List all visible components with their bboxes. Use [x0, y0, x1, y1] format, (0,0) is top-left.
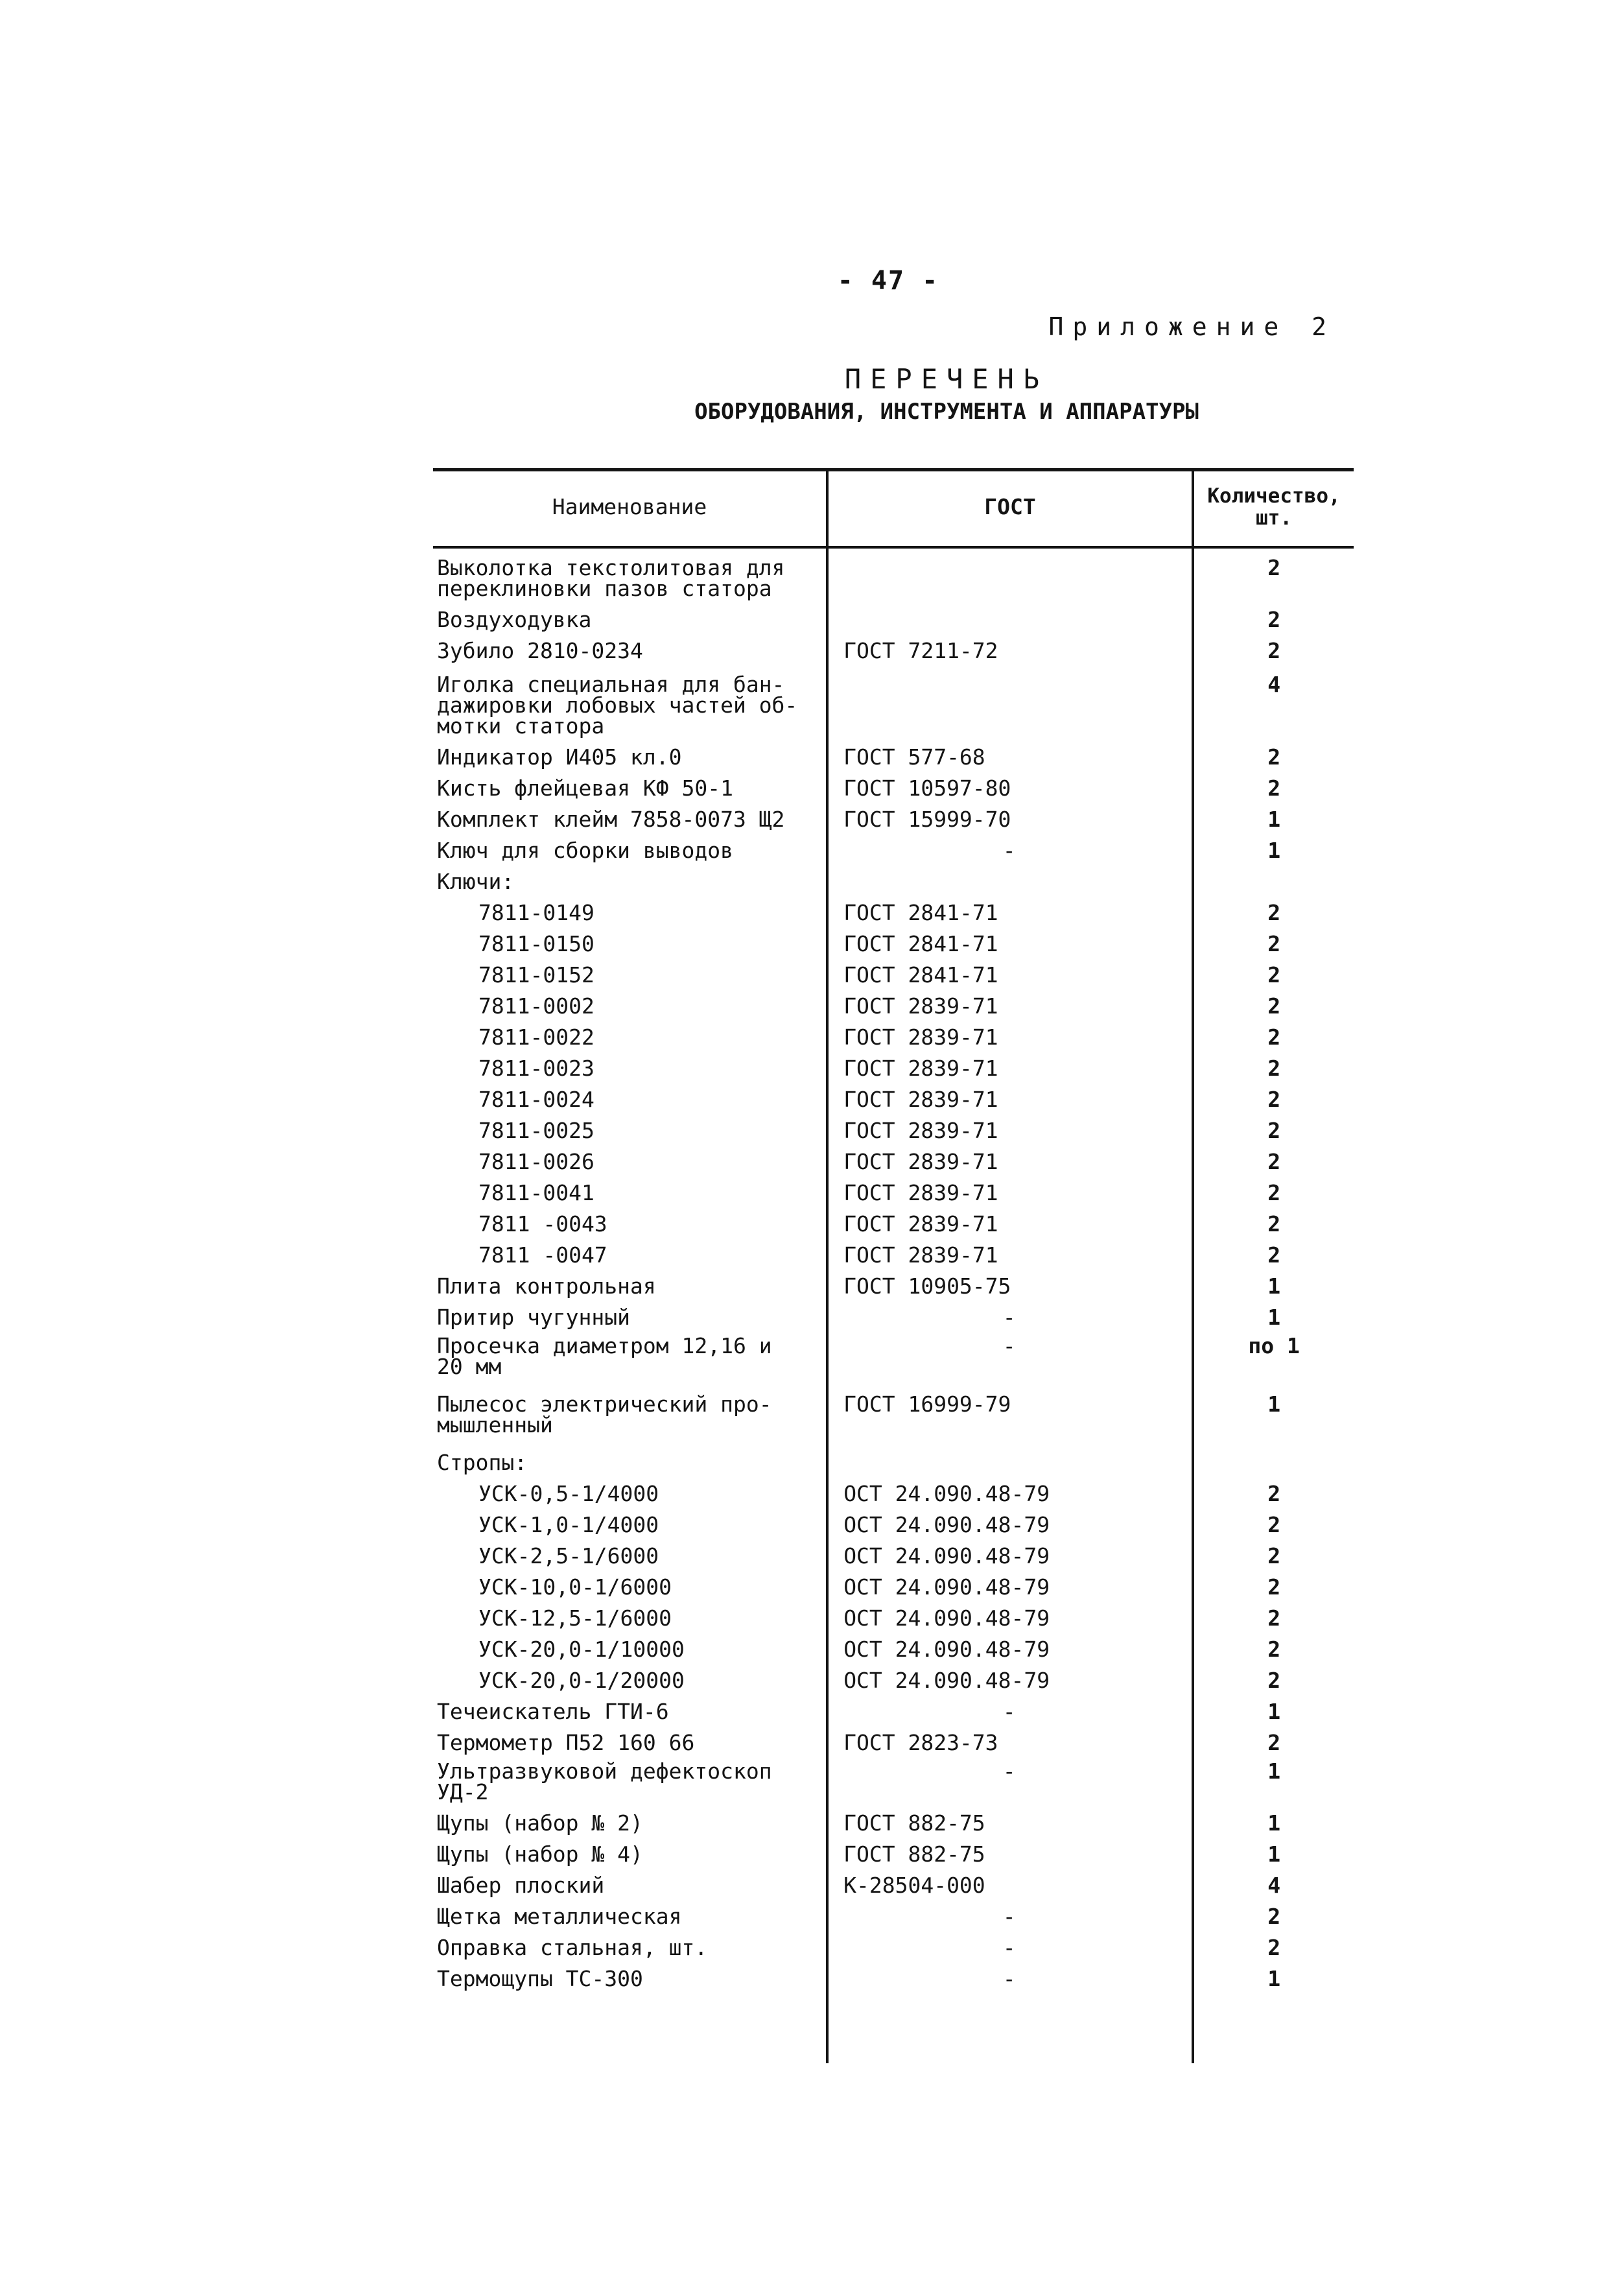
- table-row: [433, 1452, 1354, 1473]
- table-row: [433, 1574, 1354, 1600]
- item-gost: -: [1002, 1758, 1016, 1784]
- item-gost: ГОСТ 2839-71: [843, 1087, 998, 1112]
- item-gost: -: [1002, 1935, 1016, 1960]
- item-qty: 2: [1267, 1574, 1281, 1600]
- item-gost: [828, 1452, 1190, 1473]
- table-row: [433, 1512, 1354, 1537]
- item-name: Пылесос электрический про- мышленный: [437, 1391, 772, 1438]
- table-row: [433, 1906, 1354, 1927]
- table-row: [433, 775, 1354, 801]
- item-gost: К-28504-000: [843, 1873, 985, 1898]
- item-qty: 2: [1267, 1730, 1281, 1755]
- table-row: [433, 1543, 1354, 1569]
- item-name: Воздуходувка: [437, 607, 592, 632]
- item-qty: 2: [1267, 555, 1281, 580]
- header-name: Наименование: [552, 494, 707, 519]
- item-name: УСК-2,5-1/6000: [478, 1543, 659, 1569]
- item-qty: 1: [1267, 1966, 1281, 1991]
- item-qty: 2: [1267, 1180, 1281, 1205]
- item-name: Ключи:: [437, 869, 515, 894]
- item-name: УСК-10,0-1/6000: [478, 1574, 672, 1600]
- table-row: [433, 1089, 1354, 1110]
- item-gost: -: [1002, 1966, 1016, 1991]
- table-row: [433, 1841, 1354, 1867]
- item-gost: ГОСТ 10597-80: [843, 775, 1011, 801]
- item-name: УСК-20,0-1/20000: [478, 1668, 685, 1693]
- item-gost: ГОСТ 2839-71: [843, 1149, 998, 1174]
- table-row: [433, 1149, 1354, 1174]
- item-name: 7811 -0043: [478, 1211, 607, 1237]
- table-row: [433, 1670, 1354, 1691]
- item-name: Ключ для сборки выводов: [437, 838, 733, 863]
- item-name: Щупы (набор № 2): [437, 1810, 643, 1836]
- table-row: [433, 1120, 1354, 1141]
- table-row: [433, 1273, 1354, 1299]
- item-name: 7811-0149: [478, 900, 594, 925]
- table-row: [433, 1391, 1354, 1438]
- item-gost: ОСТ 24.090.48-79: [843, 1637, 1050, 1662]
- header-gost: ГОСТ: [984, 494, 1036, 519]
- table-row: [433, 1966, 1354, 1991]
- table-row: [433, 900, 1354, 925]
- item-qty: 2: [1267, 1543, 1281, 1569]
- item-qty: 2: [1267, 1935, 1281, 1960]
- item-gost: ГОСТ 2839-71: [843, 1024, 998, 1050]
- item-gost: ГОСТ 882-75: [843, 1810, 985, 1836]
- item-qty: 2: [1267, 638, 1281, 663]
- item-gost: ГОСТ 2839-71: [843, 1118, 998, 1143]
- item-name: Стропы:: [437, 1450, 528, 1475]
- item-name: УСК-1,0-1/4000: [478, 1512, 659, 1537]
- item-gost: ГОСТ 2823-73: [843, 1730, 998, 1755]
- item-name: Термощупы ТС-300: [437, 1966, 643, 1991]
- item-gost: ГОСТ 577-68: [843, 744, 985, 770]
- table-row: [433, 1481, 1354, 1506]
- item-gost: [828, 558, 1190, 599]
- document-subtitle: ОБОРУДОВАНИЯ, ИНСТРУМЕНТА И АППАРАТУРЫ: [694, 399, 1199, 425]
- document-title: ПЕРЕЧЕНЬ: [844, 363, 1049, 395]
- table-row: [433, 1810, 1354, 1836]
- item-qty: 2: [1267, 744, 1281, 770]
- item-qty: 1: [1267, 1305, 1281, 1330]
- item-gost: ОСТ 24.090.48-79: [843, 1481, 1050, 1506]
- item-qty: 2: [1267, 1087, 1281, 1112]
- table-row: [433, 1242, 1354, 1268]
- item-qty: 2: [1267, 1512, 1281, 1537]
- item-gost: ГОСТ 2841-71: [843, 900, 998, 925]
- item-name: Выколотка текстолитовая для переклиновки пазов статора: [437, 555, 785, 601]
- item-qty: 4: [1267, 1873, 1281, 1898]
- item-name: УСК-12,5-1/6000: [478, 1605, 672, 1631]
- item-name: 7811-0026: [478, 1149, 594, 1174]
- item-gost: ОСТ 24.090.48-79: [843, 1574, 1050, 1600]
- table-row: [433, 993, 1354, 1019]
- table-row: [433, 1701, 1354, 1722]
- item-name: 7811 -0047: [478, 1242, 607, 1268]
- item-gost: -: [1002, 1305, 1016, 1330]
- table-row: [433, 555, 1354, 601]
- item-name: Притир чугунный: [437, 1305, 631, 1330]
- table-row: [433, 1639, 1354, 1660]
- item-qty: 2: [1267, 1024, 1281, 1050]
- item-qty: 2: [1267, 1242, 1281, 1268]
- item-qty: 2: [1267, 1668, 1281, 1693]
- item-qty: по 1: [1248, 1333, 1300, 1358]
- item-gost: ГОСТ 7211-72: [843, 638, 998, 663]
- table-row: [433, 840, 1354, 861]
- table-row: [433, 1730, 1354, 1755]
- item-name: Оправка стальная, шт.: [437, 1935, 708, 1960]
- item-gost: ОСТ 24.090.48-79: [843, 1543, 1050, 1569]
- table-row: [433, 607, 1354, 632]
- table-row: [433, 1058, 1354, 1079]
- item-gost: ОСТ 24.090.48-79: [843, 1668, 1050, 1693]
- item-qty: 1: [1267, 1391, 1281, 1417]
- item-qty: 1: [1267, 838, 1281, 863]
- table-row: [433, 1333, 1354, 1379]
- item-qty: 2: [1267, 1481, 1281, 1506]
- table-row: [433, 962, 1354, 988]
- item-gost: -: [1002, 1904, 1016, 1929]
- item-name: 7811-0002: [478, 993, 594, 1019]
- item-qty: 1: [1267, 1699, 1281, 1724]
- item-name: Плита контрольная: [437, 1273, 656, 1299]
- table-header-rule: [433, 546, 1354, 549]
- item-qty: 4: [1267, 672, 1281, 697]
- item-qty: 2: [1267, 962, 1281, 988]
- table-body: [433, 555, 1354, 1991]
- item-name: Индикатор И405 кл.0: [437, 744, 682, 770]
- item-gost: ГОСТ 2839-71: [843, 1211, 998, 1237]
- item-name: Ультразвуковой дефектоскоп УД-2: [437, 1758, 772, 1805]
- item-qty: 2: [1267, 1605, 1281, 1631]
- item-gost: ГОСТ 16999-79: [843, 1391, 1011, 1417]
- table-row: [433, 674, 1354, 737]
- item-name: Щетка металлическая: [437, 1904, 682, 1929]
- item-name: Шабер плоский: [437, 1873, 605, 1898]
- item-gost: ОСТ 24.090.48-79: [843, 1512, 1050, 1537]
- item-name: Термометр П52 160 66: [437, 1730, 695, 1755]
- item-qty: 2: [1267, 1149, 1281, 1174]
- item-name: Кисть флейцевая КФ 50-1: [437, 775, 733, 801]
- item-qty: [1194, 871, 1354, 892]
- item-name: 7811-0041: [478, 1180, 594, 1205]
- item-name: Щупы (набор № 4): [437, 1841, 643, 1867]
- item-qty: 1: [1267, 1273, 1281, 1299]
- item-qty: 2: [1267, 1904, 1281, 1929]
- item-name: Просечка диаметром 12,16 и 20 мм: [437, 1333, 772, 1379]
- item-name: 7811-0150: [478, 931, 594, 956]
- item-name: УСК-20,0-1/10000: [478, 1637, 685, 1662]
- page-number: - 47 -: [837, 266, 939, 296]
- item-gost: -: [1002, 838, 1016, 863]
- item-gost: [828, 674, 1190, 737]
- table-row: [433, 931, 1354, 956]
- item-gost: ГОСТ 10905-75: [843, 1273, 1011, 1299]
- item-name: Иголка специальная для бан- дажировки лобовых частей об- мотки статора: [437, 672, 798, 739]
- item-name: 7811-0152: [478, 962, 594, 988]
- table-row: [433, 871, 1354, 892]
- table-row: [433, 809, 1354, 830]
- item-gost: -: [1002, 1333, 1016, 1358]
- table-row: [433, 1180, 1354, 1205]
- item-qty: 2: [1267, 900, 1281, 925]
- item-gost: -: [1002, 1699, 1016, 1724]
- table-row: [433, 1937, 1354, 1958]
- item-qty: 1: [1267, 1841, 1281, 1867]
- item-name: 7811-0023: [478, 1056, 594, 1081]
- item-gost: ГОСТ 15999-70: [843, 807, 1011, 832]
- item-name: 7811-0022: [478, 1024, 594, 1050]
- table-row: [433, 1758, 1354, 1805]
- item-qty: 2: [1267, 1637, 1281, 1662]
- header-qty: Количество, шт.: [1207, 484, 1341, 530]
- item-name: Зубило 2810-0234: [437, 638, 643, 663]
- item-qty: 2: [1267, 1118, 1281, 1143]
- item-gost: ГОСТ 2841-71: [843, 962, 998, 988]
- item-qty: 1: [1267, 807, 1281, 832]
- item-gost: ГОСТ 2839-71: [843, 1056, 998, 1081]
- item-name: 7811-0024: [478, 1087, 594, 1112]
- item-gost: [828, 610, 1190, 630]
- item-qty: 2: [1267, 607, 1281, 632]
- item-gost: ГОСТ 2839-71: [843, 993, 998, 1019]
- table-row: [433, 744, 1354, 770]
- table-row: [433, 1875, 1354, 1896]
- table-row: [433, 1605, 1354, 1631]
- item-name: 7811-0025: [478, 1118, 594, 1143]
- table-row: [433, 1024, 1354, 1050]
- item-qty: [1194, 1452, 1354, 1473]
- item-name: Комплект клейм 7858-0073 Щ2: [437, 807, 785, 832]
- table-row: [433, 1307, 1354, 1328]
- item-qty: 2: [1267, 775, 1281, 801]
- item-gost: ОСТ 24.090.48-79: [843, 1605, 1050, 1631]
- item-gost: ГОСТ 882-75: [843, 1841, 985, 1867]
- item-qty: 2: [1267, 1211, 1281, 1237]
- item-qty: 2: [1267, 1056, 1281, 1081]
- table-row: [433, 638, 1354, 663]
- item-qty: 2: [1267, 931, 1281, 956]
- item-gost: ГОСТ 2839-71: [843, 1242, 998, 1268]
- table-row: [433, 1211, 1354, 1237]
- item-gost: [828, 871, 1190, 892]
- item-qty: 2: [1267, 993, 1281, 1019]
- item-qty: 1: [1267, 1758, 1281, 1784]
- item-name: УСК-0,5-1/4000: [478, 1481, 659, 1506]
- item-gost: ГОСТ 2841-71: [843, 931, 998, 956]
- item-name: Течеискатель ГТИ-6: [437, 1699, 669, 1724]
- item-qty: 1: [1267, 1810, 1281, 1836]
- appendix-label: Приложение 2: [1048, 313, 1336, 341]
- item-gost: ГОСТ 2839-71: [843, 1180, 998, 1205]
